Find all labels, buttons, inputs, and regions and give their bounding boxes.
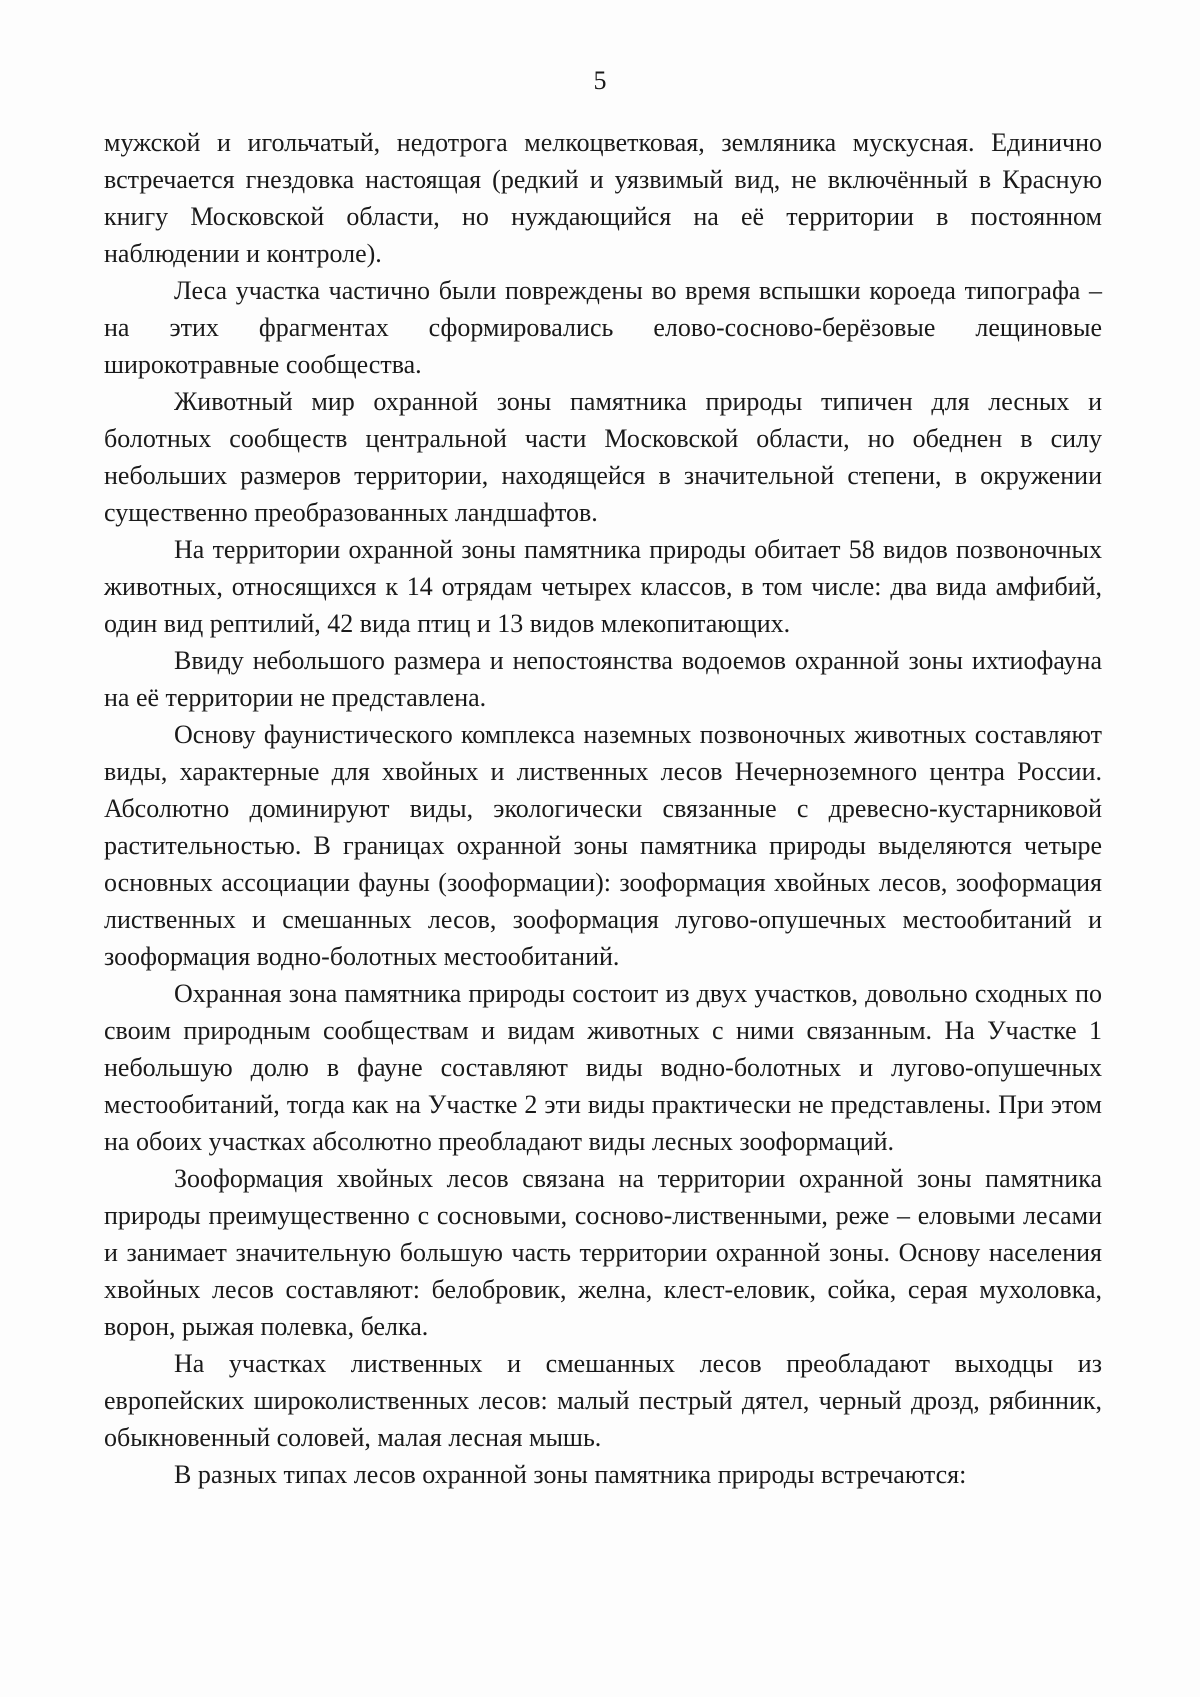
paragraph: Охранная зона памятника природы состоит из двух участков, довольно сходных по своим природным сообществам и видам животных с ними связанным. На Участке 1 небольшую долю в фауне составляют виды водно-болотных и лугово-опушечных местообитаний, тогда как на Участке 2 эти виды практически не представлены. При этом на обоих участках абсолютно преобладают виды лесных зооформаций. [104,979,1102,1156]
paragraph: В разных типах лесов охранной зоны памятника природы встречаются: [174,1460,967,1489]
paragraph: Ввиду небольшого размера и непостоянства водоемов охранной зоны ихтиофауна на её территории не представлена. [104,646,1102,712]
paragraph: На участках лиственных и смешанных лесов преобладают выходцы из европейских широколиственных лесов: малый пестрый дятел, черный дрозд, рябинник, обыкновенный соловей, малая лесная мышь. [104,1349,1102,1452]
document-body [104,124,1102,1493]
paragraph: Зооформация хвойных лесов связана на территории охранной зоны памятника природы преимущественно с сосновыми, сосново-лиственными, реже – еловыми лесами и занимает значительную большую часть территории охранной зоны. Основу населения хвойных лесов составляют: белобровик, желна, клест-еловик, сойка, серая мухоловка, ворон, рыжая полевка, белка. [104,1164,1102,1341]
paragraph: Основу фаунистического комплекса наземных позвоночных животных составляют виды, характерные для хвойных и лиственных лесов Нечерноземного центра России. Абсолютно доминируют виды, экологически связанные с древесно-кустарниковой растительностью. В границах охранной зоны памятника природы выделяются четыре основных ассоциации фауны (зооформации): зооформация хвойных лесов, зооформация лиственных и смешанных лесов, зооформация лугово-опушечных местообитаний и зооформация водно-болотных местообитаний. [104,720,1102,971]
paragraph: Животный мир охранной зоны памятника природы типичен для лесных и болотных сообществ центральной части Московской области, но обеднен в силу небольших размеров территории, находящейся в значительной степени, в окружении существенно преобразованных ландшафтов. [104,387,1102,527]
paragraph: мужской и игольчатый, недотрога мелкоцветковая, земляника мускусная. Единично встречается гнездовка настоящая (редкий и уязвимый вид, не включённый в Красную книгу Московской области, но нуждающийся на её территории в постоянном наблюдении и контроле). [104,128,1102,268]
paragraph: На территории охранной зоны памятника природы обитает 58 видов позвоночных животных, относящихся к 14 отрядам четырех классов, в том числе: два вида амфибий, один вид рептилий, 42 вида птиц и 13 видов млекопитающих. [104,535,1102,638]
page-number: 5 [593,66,607,95]
paragraph: Леса участка частично были повреждены во время вспышки короеда типографа – на этих фрагментах сформировались елово-сосново-берёзовые лещиновые широкотравные сообщества. [104,276,1102,379]
